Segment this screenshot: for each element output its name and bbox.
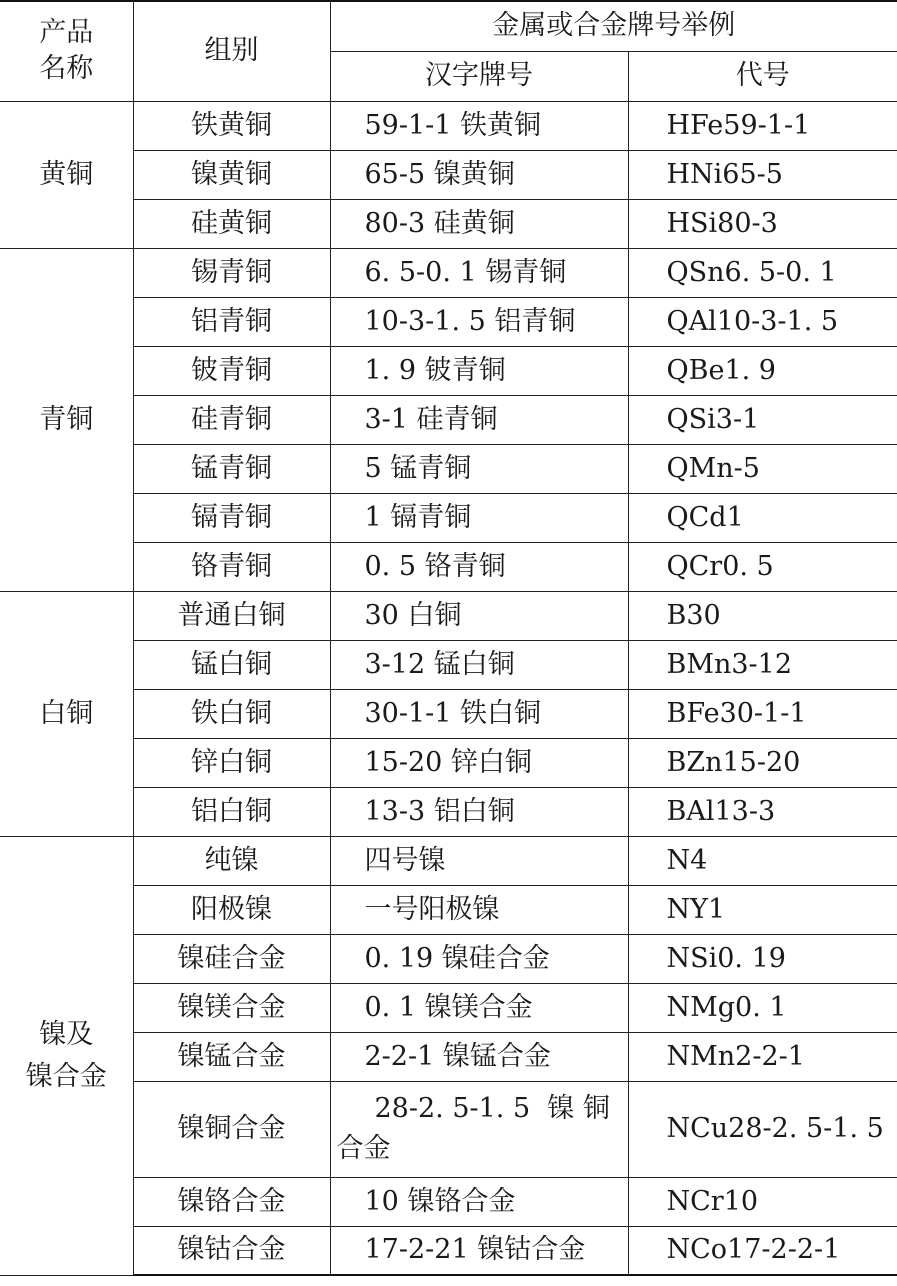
product-name-bronze: 青铜: [0, 248, 133, 591]
grade-cell: 0. 1 镍镁合金: [330, 983, 628, 1032]
code-cell: BMn3-12: [628, 640, 897, 689]
grade-cell: [330, 1081, 628, 1177]
table-row: [0, 1032, 897, 1081]
group-cell: 普通白铜: [133, 591, 330, 640]
grade-cell: 0. 19 镍硅合金: [330, 934, 628, 983]
table-row: [0, 1226, 897, 1275]
grade-cell: 1. 9 铍青铜: [330, 346, 628, 395]
table-row: [0, 934, 897, 983]
product-name-nickel-line1: 镍及: [39, 1018, 94, 1050]
grade-cell: 15-20 锌白铜: [330, 738, 628, 787]
grade-cell: 17-2-21 镍钴合金: [330, 1226, 628, 1275]
code-cell: HNi65-5: [628, 150, 897, 199]
group-cell: 锰白铜: [133, 640, 330, 689]
table-row: [0, 885, 897, 934]
group-cell: 镍铬合金: [133, 1177, 330, 1226]
grade-cell: 0. 5 铬青铜: [330, 542, 628, 591]
grade-cell-line2: 合金: [336, 1133, 391, 1164]
group-cell: 锌白铜: [133, 738, 330, 787]
code-cell: NMn2-2-1: [628, 1032, 897, 1081]
table-row: [0, 640, 897, 689]
group-cell: 铝青铜: [133, 297, 330, 346]
code-cell: QCd1: [628, 493, 897, 542]
table-row: [0, 493, 897, 542]
group-cell: 硅黄铜: [133, 199, 330, 248]
product-name-cupronickel: 白铜: [0, 591, 133, 836]
group-cell: 镍钴合金: [133, 1226, 330, 1275]
code-cell: BZn15-20: [628, 738, 897, 787]
grade-cell: 3-12 锰白铜: [330, 640, 628, 689]
grade-cell: 65-5 镍黄铜: [330, 150, 628, 199]
code-cell: NMg0. 1: [628, 983, 897, 1032]
header-product-name-line1: 产品: [39, 17, 94, 49]
table-row: [0, 836, 897, 885]
grade-cell: 13-3 铝白铜: [330, 787, 628, 836]
grade-cell-line1: 28-2. 5-1. 5 镍 铜: [374, 1093, 610, 1124]
code-cell: NY1: [628, 885, 897, 934]
table-row: [0, 395, 897, 444]
group-cell: 纯镍: [133, 836, 330, 885]
grade-cell: 1 镉青铜: [330, 493, 628, 542]
code-cell: HSi80-3: [628, 199, 897, 248]
group-cell: 铍青铜: [133, 346, 330, 395]
group-cell: 镉青铜: [133, 493, 330, 542]
group-cell: 镍镁合金: [133, 983, 330, 1032]
grade-cell: 5 锰青铜: [330, 444, 628, 493]
table-row: [0, 983, 897, 1032]
code-cell: HFe59-1-1: [628, 101, 897, 150]
table-row: [0, 248, 897, 297]
table-row: [0, 787, 897, 836]
product-name-nickel: [0, 836, 133, 1275]
product-name-nickel-line2: 镍合金: [25, 1060, 107, 1092]
grade-cell: 80-3 硅黄铜: [330, 199, 628, 248]
group-cell: 锰青铜: [133, 444, 330, 493]
code-cell: QCr0. 5: [628, 542, 897, 591]
code-cell: NCu28-2. 5-1. 5: [628, 1081, 897, 1177]
table-row: [0, 591, 897, 640]
table-row: [0, 101, 897, 150]
table-row: [0, 199, 897, 248]
group-cell: 铬青铜: [133, 542, 330, 591]
header-product-name-line2: 名称: [39, 53, 94, 85]
header-row-1: [0, 1, 897, 51]
code-cell: QBe1. 9: [628, 346, 897, 395]
header-product-name: [0, 1, 133, 101]
grade-cell: 3-1 硅青铜: [330, 395, 628, 444]
group-cell: 镍铜合金: [133, 1081, 330, 1177]
code-cell: NSi0. 19: [628, 934, 897, 983]
grade-cell: 一号阳极镍: [330, 885, 628, 934]
header-example: 金属或合金牌号举例: [330, 1, 897, 51]
code-cell: B30: [628, 591, 897, 640]
table-row: [0, 150, 897, 199]
group-cell: 镍黄铜: [133, 150, 330, 199]
header-code: 代号: [628, 51, 897, 101]
group-cell: 镍硅合金: [133, 934, 330, 983]
header-group: 组别: [133, 1, 330, 101]
grade-cell: 6. 5-0. 1 锡青铜: [330, 248, 628, 297]
group-cell: 硅青铜: [133, 395, 330, 444]
grade-cell: 10 镍铬合金: [330, 1177, 628, 1226]
grade-cell: 2-2-1 镍锰合金: [330, 1032, 628, 1081]
table-row: [0, 689, 897, 738]
group-cell: 镍锰合金: [133, 1032, 330, 1081]
code-cell: NCo17-2-2-1: [628, 1226, 897, 1275]
code-cell: BFe30-1-1: [628, 689, 897, 738]
table-row: [0, 346, 897, 395]
header-chinese-grade: 汉字牌号: [330, 51, 628, 101]
group-cell: 阳极镍: [133, 885, 330, 934]
table-row: [0, 542, 897, 591]
code-cell: QAl10-3-1. 5: [628, 297, 897, 346]
code-cell: N4: [628, 836, 897, 885]
table-row: [0, 297, 897, 346]
grade-cell: 10-3-1. 5 铝青铜: [330, 297, 628, 346]
grade-cell: 30-1-1 铁白铜: [330, 689, 628, 738]
table-row: [0, 1177, 897, 1226]
code-cell: QMn-5: [628, 444, 897, 493]
table-row: [0, 738, 897, 787]
group-cell: 铁黄铜: [133, 101, 330, 150]
grade-cell: 四号镍: [330, 836, 628, 885]
code-cell: QSi3-1: [628, 395, 897, 444]
grade-cell: 30 白铜: [330, 591, 628, 640]
code-cell: QSn6. 5-0. 1: [628, 248, 897, 297]
grade-cell: 59-1-1 铁黄铜: [330, 101, 628, 150]
group-cell: 铝白铜: [133, 787, 330, 836]
table-row: [0, 444, 897, 493]
group-cell: 锡青铜: [133, 248, 330, 297]
group-cell: 铁白铜: [133, 689, 330, 738]
code-cell: BAl13-3: [628, 787, 897, 836]
code-cell: NCr10: [628, 1177, 897, 1226]
table-row: [0, 1081, 897, 1177]
product-name-brass: 黄铜: [0, 101, 133, 248]
